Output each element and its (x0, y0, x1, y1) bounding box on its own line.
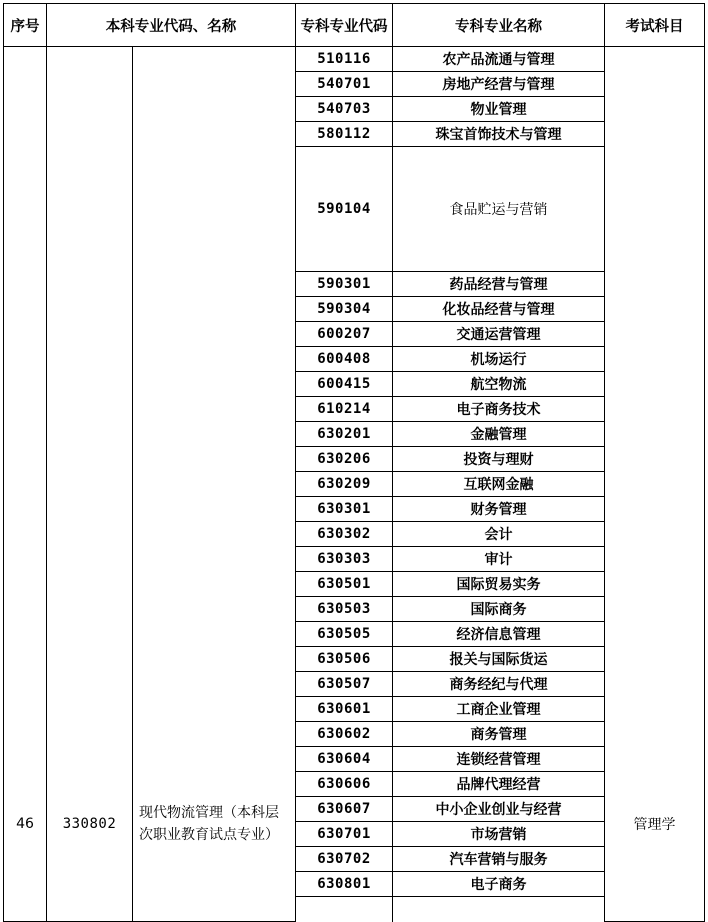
row-code: 630601 (296, 697, 393, 722)
row-code: 630507 (296, 672, 393, 697)
row-code: 630201 (296, 422, 393, 447)
header-bachelor: 本科专业代码、名称 (47, 4, 296, 47)
row-code: 580112 (296, 122, 393, 147)
row-name: 金融管理 (393, 422, 605, 447)
row-code: 590304 (296, 297, 393, 322)
row-name: 药品经营与管理 (393, 272, 605, 297)
header-seq: 序号 (4, 4, 47, 47)
row-code (296, 897, 393, 922)
row-name: 会计 (393, 522, 605, 547)
row-code: 630602 (296, 722, 393, 747)
major-table-container (3, 3, 705, 922)
row-code: 600415 (296, 372, 393, 397)
row-code: 630701 (296, 822, 393, 847)
row-name: 化妆品经营与管理 (393, 297, 605, 322)
row-code: 630506 (296, 647, 393, 672)
bachelor-code-value: 330802 (62, 816, 117, 832)
row-name: 国际贸易实务 (393, 572, 605, 597)
row-name: 互联网金融 (393, 472, 605, 497)
bachelor-name-cell (133, 47, 296, 922)
row-name (393, 897, 605, 922)
row-name: 商务经纪与代理 (393, 672, 605, 697)
row-name: 珠宝首饰技术与管理 (393, 122, 605, 147)
row-code: 630303 (296, 547, 393, 572)
header-code: 专科专业代码 (296, 4, 393, 47)
row-code: 630206 (296, 447, 393, 472)
row-name: 机场运行 (393, 347, 605, 372)
row-name: 物业管理 (393, 97, 605, 122)
row-code: 630302 (296, 522, 393, 547)
row-name: 报关与国际货运 (393, 647, 605, 672)
header-exam: 考试科目 (605, 4, 705, 47)
row-name: 市场营销 (393, 822, 605, 847)
row-code: 630604 (296, 747, 393, 772)
row-name: 投资与理财 (393, 447, 605, 472)
row-code: 590301 (296, 272, 393, 297)
row-code: 630503 (296, 597, 393, 622)
seq-cell (4, 47, 47, 922)
row-code: 590104 (296, 147, 393, 272)
row-code: 600207 (296, 322, 393, 347)
row-name: 中小企业创业与经营 (393, 797, 605, 822)
row-code: 630501 (296, 572, 393, 597)
row-code: 610214 (296, 397, 393, 422)
exam-cell (605, 47, 705, 922)
header-row (4, 4, 705, 47)
row-code: 540701 (296, 72, 393, 97)
row-name: 农产品流通与管理 (393, 47, 605, 72)
seq-value: 46 (16, 816, 34, 832)
row-name: 经济信息管理 (393, 622, 605, 647)
row-name: 汽车营销与服务 (393, 847, 605, 872)
row-code: 510116 (296, 47, 393, 72)
row-code: 630801 (296, 872, 393, 897)
row-code: 630301 (296, 497, 393, 522)
row-name: 财务管理 (393, 497, 605, 522)
row-name: 商务管理 (393, 722, 605, 747)
row-code: 600408 (296, 347, 393, 372)
row-name: 品牌代理经营 (393, 772, 605, 797)
bachelor-name-value: 现代物流管理（本科层次职业教育试点专业） (139, 805, 279, 843)
major-table (3, 3, 705, 922)
row-name: 审计 (393, 547, 605, 572)
row-code: 630607 (296, 797, 393, 822)
row-name: 电子商务技术 (393, 397, 605, 422)
row-code: 630505 (296, 622, 393, 647)
header-name: 专科专业名称 (393, 4, 605, 47)
row-name: 国际商务 (393, 597, 605, 622)
exam-value: 管理学 (633, 817, 676, 833)
row-name: 连锁经营管理 (393, 747, 605, 772)
row-name: 食品贮运与营销 (393, 147, 605, 272)
row-name: 电子商务 (393, 872, 605, 897)
table-row (4, 47, 705, 72)
row-code: 630702 (296, 847, 393, 872)
row-name: 房地产经营与管理 (393, 72, 605, 97)
row-name: 航空物流 (393, 372, 605, 397)
row-code: 630209 (296, 472, 393, 497)
row-name: 工商企业管理 (393, 697, 605, 722)
bachelor-code-cell (47, 47, 133, 922)
row-code: 630606 (296, 772, 393, 797)
row-code: 540703 (296, 97, 393, 122)
row-name: 交通运营管理 (393, 322, 605, 347)
